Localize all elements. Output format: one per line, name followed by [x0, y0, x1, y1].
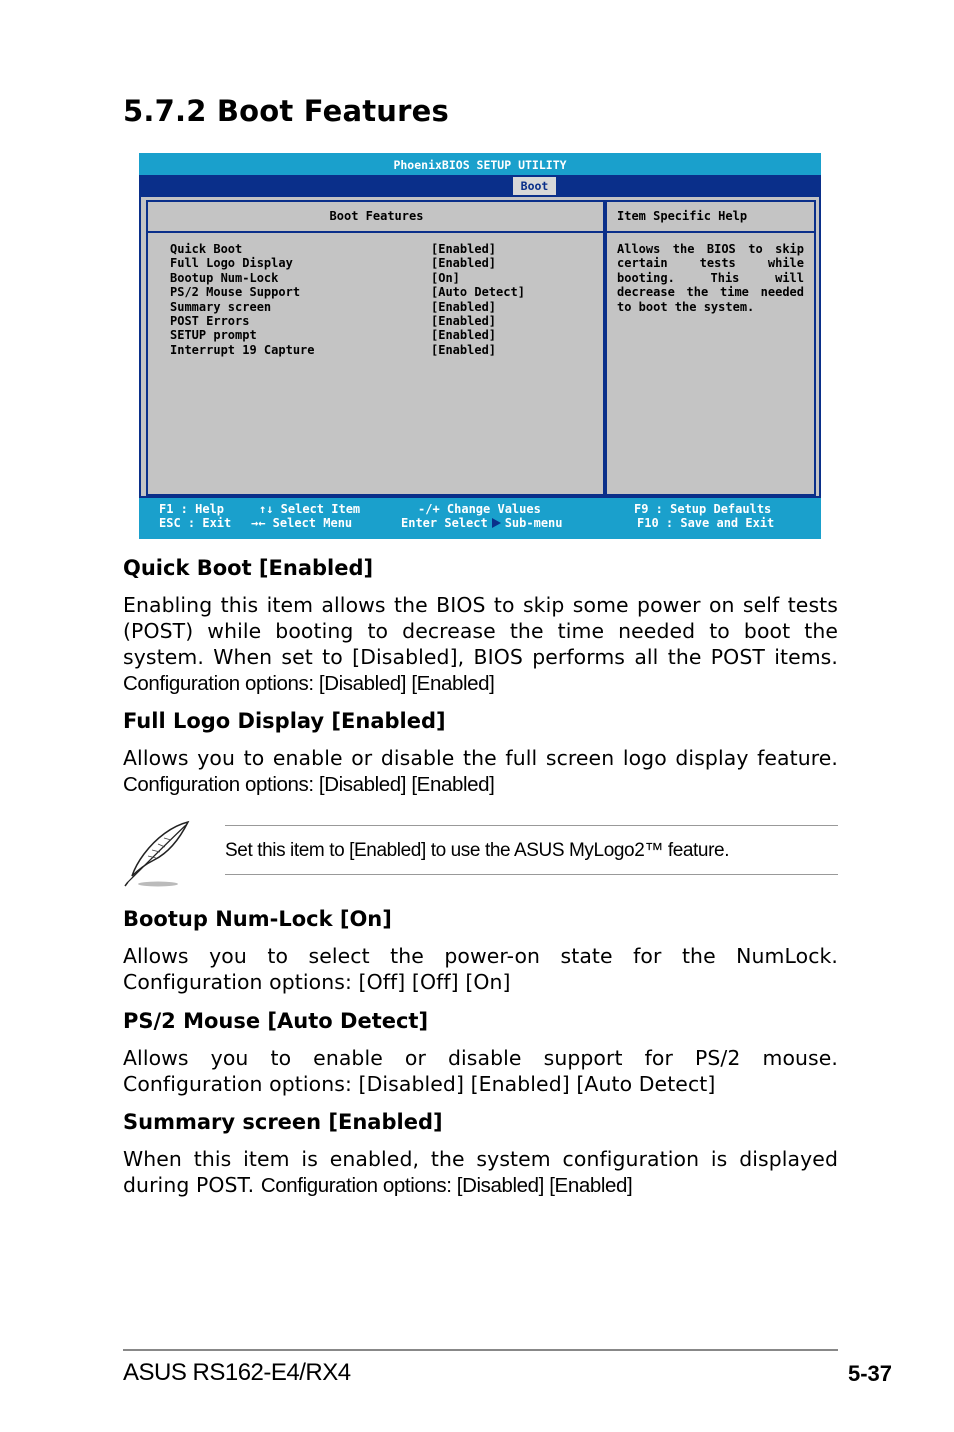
section-config-options: Configuration options: [Disabled] [Enabled]	[260, 1174, 633, 1197]
section-body-text: When this item is enabled, the system configuration is displayed during POST.	[123, 1147, 838, 1197]
section-body-quick-boot	[123, 592, 838, 697]
bios-item-label: Quick Boot	[170, 242, 243, 256]
bios-item-label: Interrupt 19 Capture	[170, 342, 315, 357]
bios-key-select-menu: →← Select Menu	[251, 516, 353, 530]
section-body-text: Enabling this item allows the BIOS to skip some power on self tests (POST) while booting to decrease the time needed to boot the system. When set to [Disabled], BIOS performs all the POST items.	[123, 593, 838, 669]
footer-product-name: ASUS RS162-E4/RX4	[123, 1359, 351, 1386]
bios-item-label: Full Logo Display	[170, 256, 293, 271]
bios-item-interrupt-19-capture[interactable]	[170, 343, 590, 357]
bios-key-f1-help: F1 : Help	[159, 502, 225, 516]
section-title-ps2-mouse: PS/2 Mouse [Auto Detect]	[123, 1009, 429, 1033]
bios-key-esc-exit: ESC : Exit	[159, 516, 232, 530]
section-config-options: Configuration options: [Disabled] [Enabled]	[123, 773, 495, 796]
section-config-options: Configuration options: [Disabled] [Enabled]	[123, 672, 495, 695]
section-body-bootup-num-lock: Allows you to select the power-on state for the NumLock. Configuration options: [Off] [Off] [On]	[123, 944, 838, 994]
section-title-bootup-num-lock: Bootup Num-Lock [On]	[123, 907, 392, 931]
bios-item-summary-screen[interactable]	[170, 300, 590, 314]
bios-item-value: [Enabled]	[431, 299, 497, 314]
bios-item-value: [Enabled]	[431, 313, 497, 328]
bios-item-value: [On]	[431, 270, 460, 285]
bios-key-select-item: ↑↓ Select Item	[259, 502, 361, 516]
bios-left-pane-title: Boot Features	[148, 202, 605, 233]
bios-right-pane-title: Item Specific Help	[605, 202, 814, 233]
bios-item-ps2-mouse-support[interactable]	[170, 285, 590, 299]
section-title-full-logo-display: Full Logo Display [Enabled]	[123, 709, 446, 733]
bios-menu-bar	[139, 175, 821, 197]
note-text: Set this item to [Enabled] to use the ASUS MyLogo2™ feature.	[225, 840, 730, 861]
bios-item-value: [Enabled]	[431, 242, 497, 256]
bios-item-label: SETUP prompt	[170, 328, 257, 343]
bios-item-value: [Auto Detect]	[431, 285, 525, 300]
bios-key-sub-menu-label: Sub-menu	[504, 516, 563, 530]
bios-screenshot	[139, 153, 821, 539]
right-triangle-icon	[492, 518, 501, 528]
bios-left-pane	[146, 200, 607, 496]
bios-item-label: PS/2 Mouse Support	[170, 285, 301, 300]
section-body-text: Allows you to enable or disable the full screen logo display feature.	[123, 746, 838, 770]
bios-item-value: [Enabled]	[431, 328, 497, 343]
section-title-quick-boot: Quick Boot [Enabled]	[123, 556, 374, 580]
bios-item-value: [Enabled]	[431, 256, 497, 271]
bios-item-label: POST Errors	[170, 313, 250, 328]
bios-item-post-errors[interactable]	[170, 314, 590, 328]
bios-help-text: Allows the BIOS to skip certain tests while booting. This will decrease the time needed to boot the system.	[617, 242, 804, 314]
section-body-summary-screen	[123, 1146, 838, 1199]
note-top-rule	[225, 825, 838, 826]
section-body-full-logo-display	[123, 745, 838, 798]
bios-title: PhoenixBIOS SETUP UTILITY	[139, 153, 821, 175]
footer-rule	[123, 1349, 838, 1351]
feather-pen-icon	[122, 820, 192, 888]
bios-footer	[139, 498, 821, 539]
bios-item-bootup-num-lock[interactable]	[170, 271, 590, 285]
bios-item-label: Bootup Num-Lock	[170, 270, 279, 285]
page-title: 5.7.2 Boot Features	[123, 94, 449, 128]
bios-key-f9-defaults: F9 : Setup Defaults	[634, 502, 772, 516]
bios-key-change-values: -/+ Change Values	[418, 502, 541, 516]
bios-key-enter-select	[401, 516, 563, 530]
bios-item-full-logo-display[interactable]	[170, 256, 590, 270]
section-title-summary-screen: Summary screen [Enabled]	[123, 1110, 443, 1134]
bios-item-label: Summary screen	[170, 299, 272, 314]
section-body-ps2-mouse: Allows you to enable or disable support for PS/2 mouse. Configuration options: [Disabled] [Enabled] [Auto Detect]	[123, 1046, 838, 1096]
bios-item-list	[170, 242, 590, 357]
bios-item-value: [Enabled]	[431, 342, 497, 357]
footer-page-number: 5-37	[847, 1361, 892, 1386]
bios-key-f10-save-exit: F10 : Save and Exit	[637, 516, 775, 530]
bios-menu-boot-tab[interactable]: Boot	[513, 177, 556, 195]
bios-item-quick-boot[interactable]	[170, 242, 590, 256]
note-bottom-rule	[225, 874, 838, 875]
bios-item-setup-prompt[interactable]	[170, 328, 590, 342]
bios-body	[141, 197, 819, 496]
bios-right-pane	[603, 200, 816, 496]
bios-key-enter-select-label: Enter Select	[401, 516, 488, 530]
